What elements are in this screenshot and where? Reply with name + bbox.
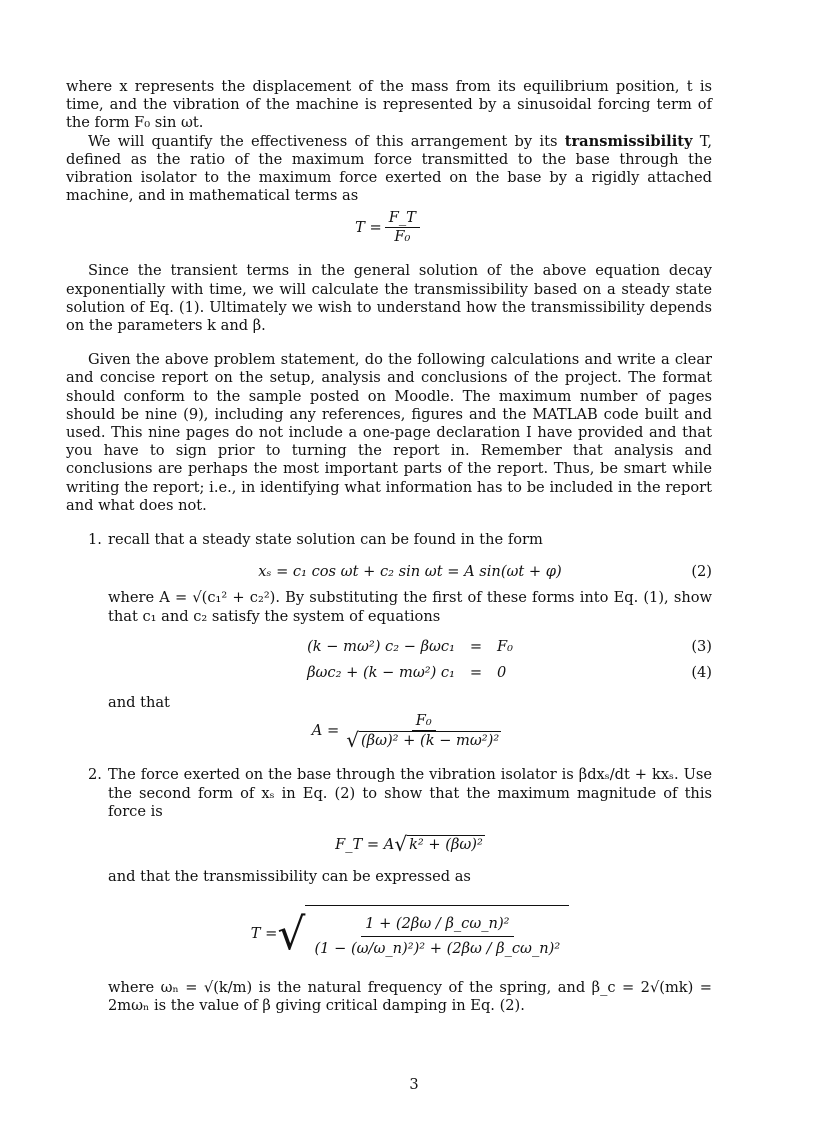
- eq-Tfull-fraction: [310, 912, 564, 961]
- eq4-rhs: 0: [496, 664, 507, 682]
- eq-Tfull-numerator: 1 + (2βω / β_cω_n)²: [361, 912, 513, 937]
- radical-sign: √: [394, 832, 408, 857]
- eq-A-fraction: [342, 712, 505, 753]
- eq-Tfull-body: [305, 905, 569, 965]
- eq-A-numerator: F₀: [412, 712, 436, 731]
- eq3-number: (3): [691, 637, 712, 655]
- eq-T-numerator: F_T: [385, 209, 420, 228]
- equation-system: [307, 638, 513, 682]
- eq-T-fraction: [385, 209, 420, 246]
- task-item-1-marker: 1.: [88, 531, 102, 549]
- paragraph-steady-state: Since the transient terms in the general solution of the above equation decay exponentially with time, we will calculate the transmissibility based on a steady state solution of Eq. (1). Ultimately we wish to understand how the transmissibility depends on the parameters k and β.: [66, 262, 712, 335]
- p2-bold-term: transmissibility: [564, 132, 693, 150]
- eq-FT-sqrt: [394, 832, 485, 857]
- task-item-2-marker: 2.: [88, 766, 102, 784]
- eq-T-lhs: T =: [355, 218, 382, 236]
- equation-amplitude: [108, 712, 712, 753]
- equation-2: [108, 563, 712, 581]
- eq3-lhs: (k − mω²) c₂ − βωc₁: [307, 637, 455, 655]
- eq4-number: (4): [691, 663, 712, 681]
- eq-A-sqrt: [346, 728, 501, 753]
- document-body: [66, 78, 712, 1031]
- eq-Tfull-sqrt: [277, 905, 569, 965]
- task-item-1: [88, 531, 712, 753]
- eq-Tfull-denominator: (1 − (ω/ω_n)²)² + (2βω / β_cω_n)²: [314, 939, 561, 957]
- p2-after: T, defined as the ratio of the maximum force transmitted to the base through the vibration isolator to the maximum force exerted on the base by a rigidly attached machine, and in mathematical terms as: [66, 132, 712, 205]
- eq2-number: (2): [691, 563, 712, 581]
- equation-transmissibility-full: [108, 905, 712, 965]
- page-number: 3: [409, 1076, 419, 1093]
- eq-FT-lhs: F_T = A: [335, 835, 395, 853]
- item1-and-that: and that: [108, 694, 170, 712]
- eq-A-denominator-wrap: [342, 728, 505, 753]
- paragraph-instructions: Given the above problem statement, do the following calculations and write a clear and concise report on the setup, analysis and conclusions of the project. The format should conform to the sample posted on Moodle. The maximum number of pages should be nine (9), including any references, figures and the MATLAB code built and used. This nine pages do not include a one-page declaration I have provided and that you have to sign prior to turning the report in. Remember that analysis and conclusions are perhaps the most important parts of the report. Thus, be smart while writing the report; i.e., in identifying what information has to be included in the report and what does not.: [66, 351, 712, 514]
- eq3-rhs: F₀: [496, 637, 513, 655]
- eq4-lhs: βωc₂ + (k − mω²) c₁: [307, 664, 455, 682]
- radical-sign: √: [277, 908, 306, 960]
- eq-A-lhs: A =: [311, 722, 340, 740]
- eq-A-denominator: (βω)² + (k − mω²)²: [360, 732, 500, 750]
- eq4-sign: =: [469, 664, 483, 682]
- eq2-body: xₛ = c₁ cos ωt + c₂ sin ωt = A sin(ωt + φ): [258, 563, 562, 581]
- eq-Tfull-lhs: T =: [250, 925, 278, 943]
- eq-FT-radicand: k² + (βω)²: [409, 836, 483, 854]
- task-list: [66, 531, 712, 1015]
- radical-sign: √: [346, 728, 359, 753]
- item1-text: recall that a steady state solution can be found in the form: [108, 531, 543, 549]
- item2-after: where ωₙ = √(k/m) is the natural frequency of the spring, and β_c = 2√(mk) = 2mωₙ is the value of β giving critical damping in Eq. (2).: [108, 978, 712, 1014]
- p2-before: We will quantify the effectiveness of this arrangement by its: [88, 132, 558, 150]
- eq3-sign: =: [469, 637, 483, 655]
- equation-force: [108, 832, 712, 857]
- task-item-2: [88, 766, 712, 1014]
- item2-and-that: and that the transmissibility can be expressed as: [108, 868, 471, 886]
- eq-T-denominator: F₀: [394, 228, 411, 246]
- item1-after: where A = √(c₁² + c₂²). By substituting the first of these forms into Eq. (1), show that c₁ and c₂ satisfy the system of equations: [108, 589, 712, 625]
- paragraph-transmissibility: [66, 133, 712, 206]
- item2-text: The force exerted on the base through the vibration isolator is βdxₛ/dt + kxₛ. Use the second form of xₛ in Eq. (2) to show that the maximum magnitude of this force is: [108, 766, 712, 820]
- paragraph-intro: where x represents the displacement of the mass from its equilibrium position, t is time, and the vibration of the machine is represented by a sinusoidal forcing term of the form F₀ sin ωt.: [66, 78, 712, 132]
- equation-system-3-4: [108, 638, 712, 682]
- equation-transmissibility-definition: [66, 209, 712, 246]
